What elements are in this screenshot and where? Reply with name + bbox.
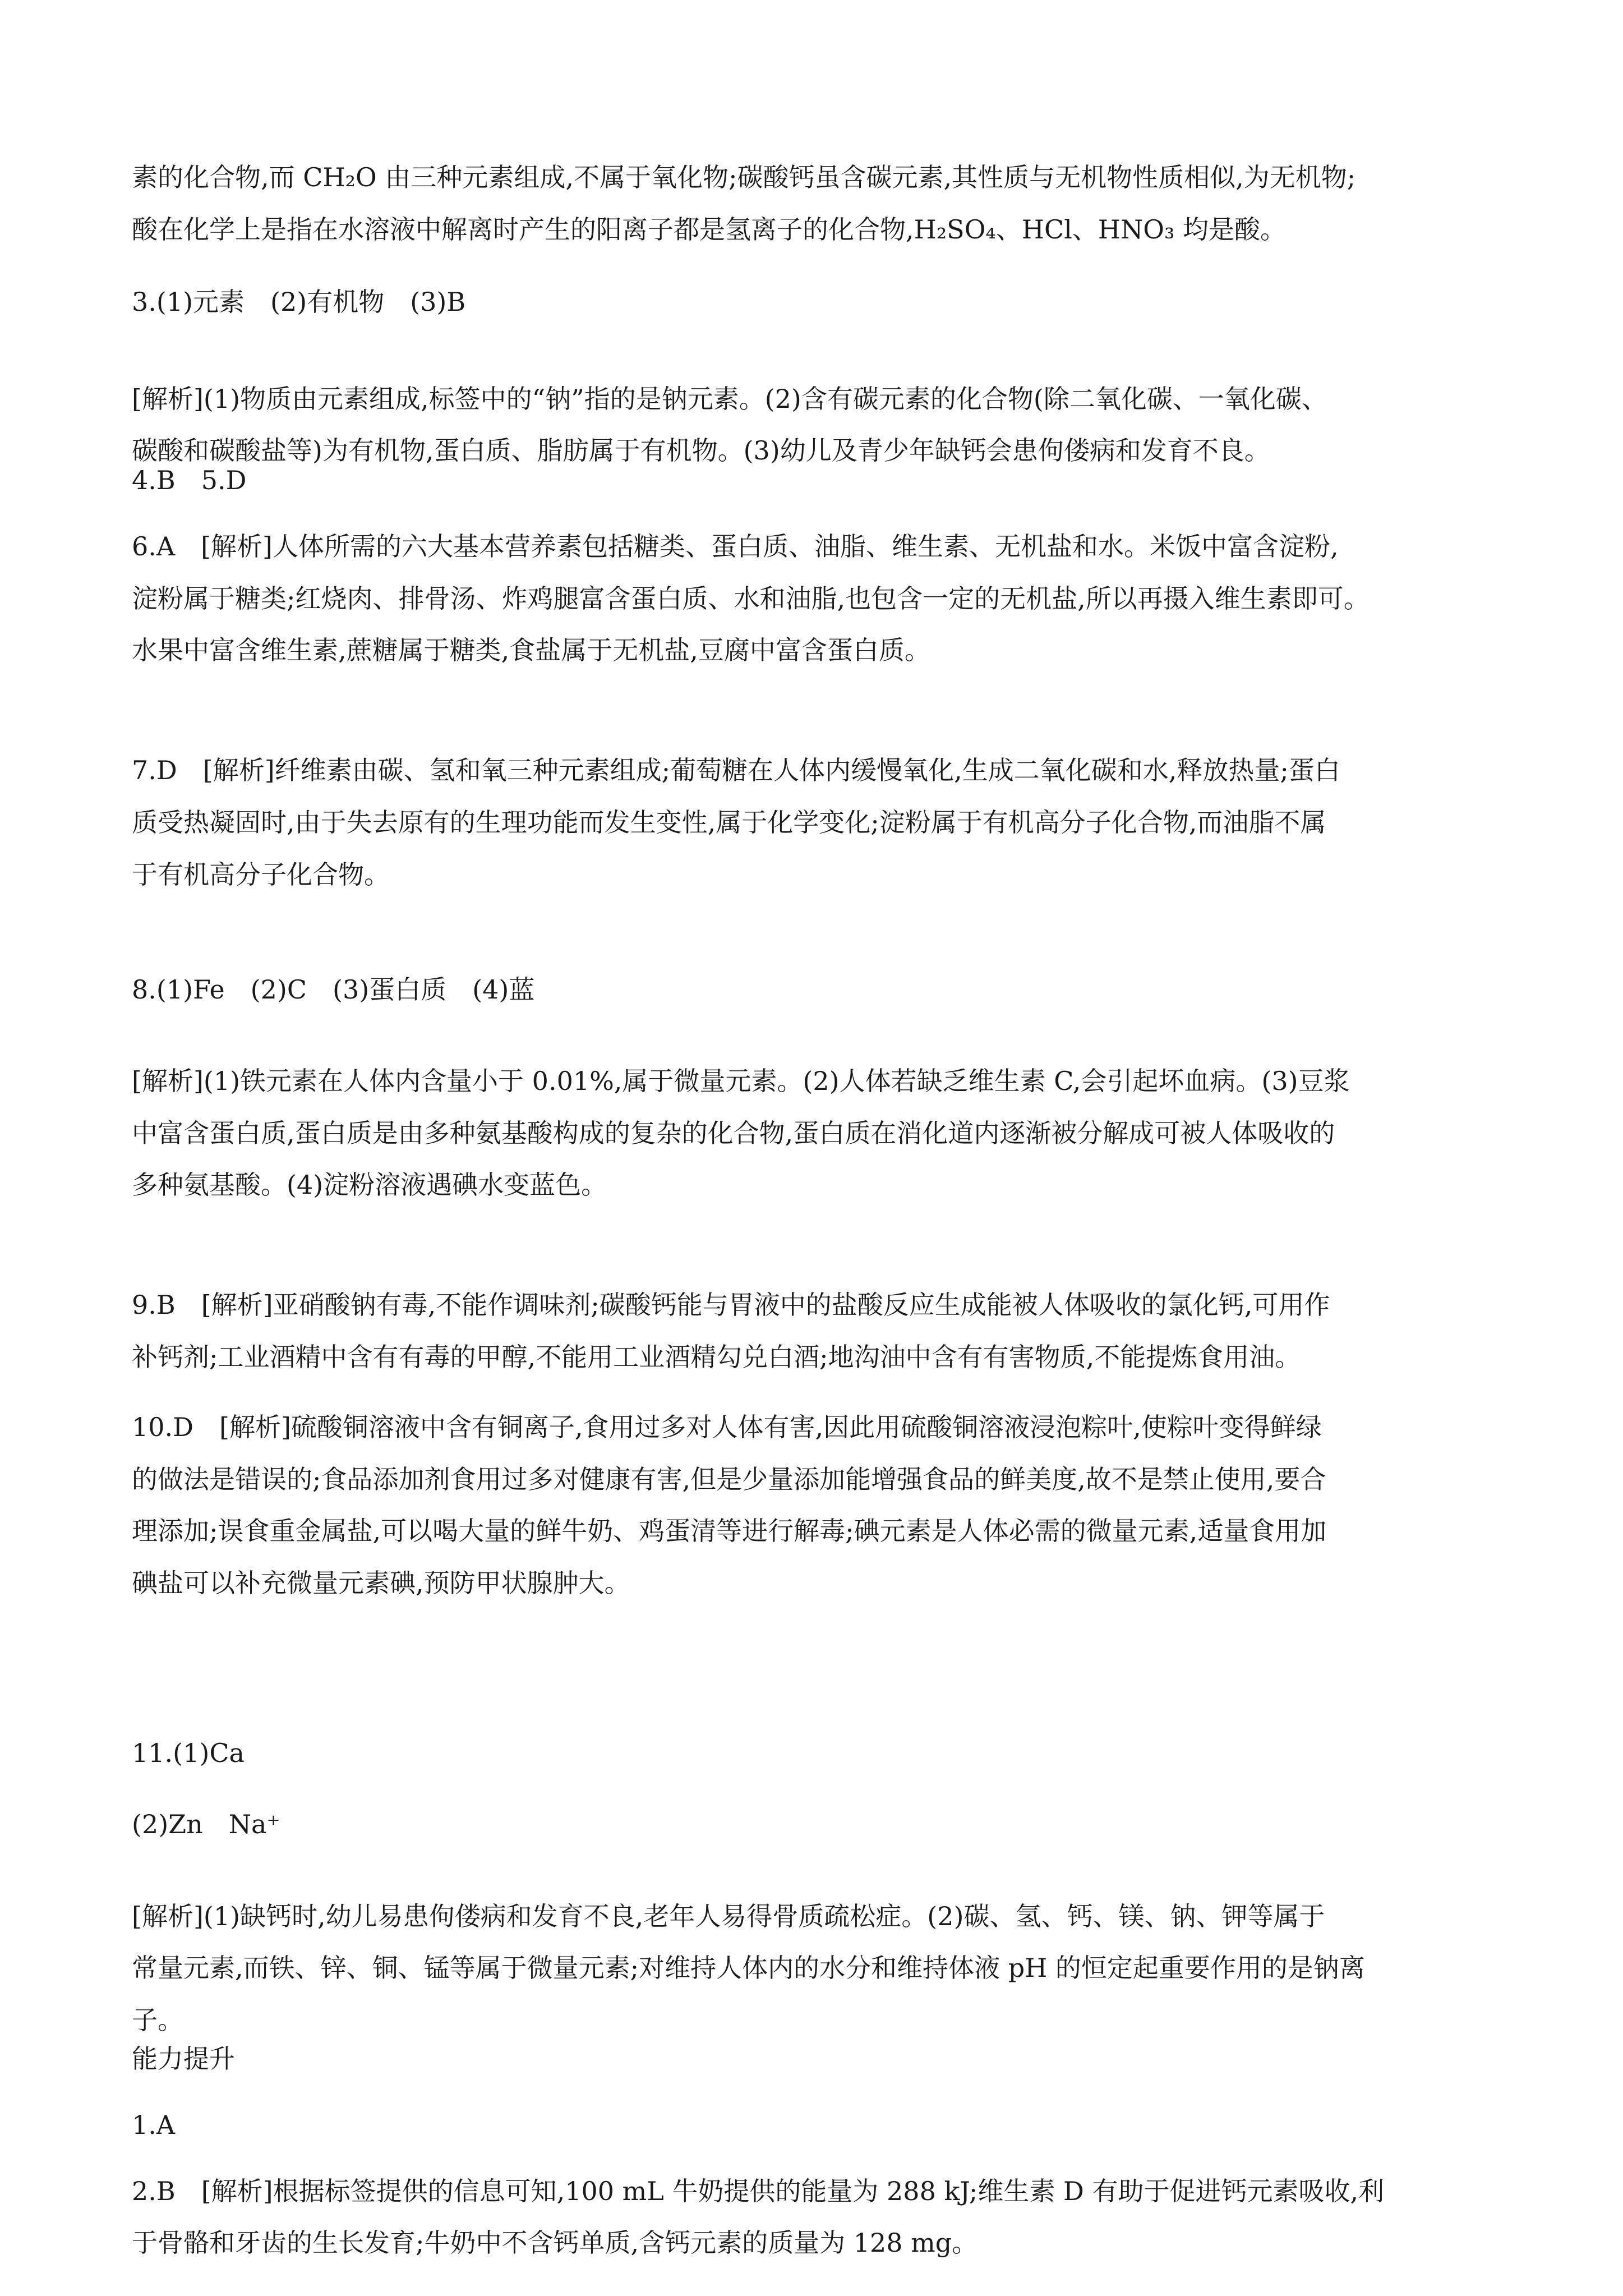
text-line: 补钙剂;工业酒精中含有有毒的甲醇,不能用工业酒精勾兑白酒;地沟油中含有有害物质,不能提炼食用油。 [132,1342,1301,1373]
text-line: 3.(1)元素 (2)有机物 (3)B [132,287,466,318]
paragraph-q11-answer-2 [132,1807,1500,1859]
text-line: 子。 [132,2004,183,2035]
text-line: 4.B 5.D [132,465,247,496]
paragraph-q8-analysis [132,1064,1500,1220]
paragraph-q8-answer [132,972,1500,1024]
text-line: (2)Zn Na⁺ [132,1809,280,1840]
paragraph-section-heading [132,2041,1500,2093]
text-line: 的做法是错误的;食品添加剂食用过多对健康有害,但是少量添加能增强食品的鲜美度,故不是禁止使用,要合 [132,1464,1326,1494]
text-line: 中富含蛋白质,蛋白质是由多种氨基酸构成的复杂的化合物,蛋白质在消化道内逐渐被分解成可被人体吸收的 [132,1117,1335,1148]
text-line: [解析](1)铁元素在人体内含量小于 0.01%,属于微量元素。(2)人体若缺乏维生素 C,会引起坏血病。(3)豆浆 [132,1066,1350,1097]
text-line: 8.(1)Fe (2)C (3)蛋白质 (4)蓝 [132,974,535,1005]
paragraph-q7 [132,753,1500,909]
paragraph-q3-answer [132,284,1500,337]
paragraph-q10 [132,1410,1500,1617]
text-line: 碘盐可以补充微量元素碘,预防甲状腺肿大。 [132,1568,630,1599]
text-line: 多种氨基酸。(4)淀粉溶液遇碘水变蓝色。 [132,1170,607,1200]
text-line: 6.A [解析]人体所需的六大基本营养素包括糖类、蛋白质、油脂、维生素、无机盐和水。米饭中富含淀粉, [132,531,1339,562]
paragraph-q11-analysis [132,1899,1500,2055]
paragraph-q11-answer-1 [132,1736,1500,1788]
text-line: 于骨骼和牙齿的生长发育;牛奶中不含钙单质,含钙元素的质量为 128 mg。 [132,2228,978,2258]
text-line: 能力提升 [132,2043,235,2074]
text-line: 水果中富含维生素,蔗糖属于糖类,食盐属于无机盐,豆腐中富含蛋白质。 [132,635,930,666]
text-line: 于有机高分子化合物。 [132,859,390,890]
text-line: 2.B [解析]根据标签提供的信息可知,100 mL 牛奶提供的能量为 288 kJ;维生素 D 有助于促进钙元素吸收,利 [132,2175,1385,2206]
text-line: 碳酸和碳酸盐等)为有机物,蛋白质、脂肪属于有机物。(3)幼儿及青少年缺钙会患佝偻病和发育不良。 [132,435,1270,466]
text-line: 酸在化学上是指在水溶液中解离时产生的阳离子都是氢离子的化合物,H₂SO₄、HCl、HNO₃ 均是酸。 [132,214,1287,245]
text-line: [解析](1)物质由元素组成,标签中的“钠”指的是钠元素。(2)含有碳元素的化合物(除二氧化碳、一氧化碳、 [132,383,1327,414]
text-line: 常量元素,而铁、锌、铜、锰等属于微量元素;对维持人体内的水分和维持体液 pH 的恒定起重要作用的是钠离 [132,1953,1365,1984]
paragraph-intro-cont [132,160,1500,264]
text-line: 7.D [解析]纤维素由碳、氢和氧三种元素组成;葡萄糖在人体内缓慢氧化,生成二氧化碳和水,释放热量;蛋白 [132,755,1340,786]
text-line: 素的化合物,而 CH₂O 由三种元素组成,不属于氧化物;碳酸钙虽含碳元素,其性质与无机物性质相似,为无机物; [132,162,1356,192]
text-line: 质受热凝固时,由于失去原有的生理功能而发生变性,属于化学变化;淀粉属于有机高分子化合物,而油脂不属 [132,807,1326,838]
paragraph-adv-q2 [132,2174,1500,2277]
paragraph-adv-q1 [132,2108,1500,2160]
text-line: 理添加;误食重金属盐,可以喝大量的鲜牛奶、鸡蛋清等进行解毒;碘元素是人体必需的微量元素,适量食用加 [132,1516,1327,1547]
paragraph-q9 [132,1287,1500,1391]
text-line: 淀粉属于糖类;红烧肉、排骨汤、炸鸡腿富含蛋白质、水和油脂,也包含一定的无机盐,所以再摄入维生素即可。 [132,583,1370,614]
text-line: 1.A [132,2109,176,2140]
text-line: 11.(1)Ca [132,1738,245,1769]
paragraph-q6 [132,529,1500,685]
text-line: [解析](1)缺钙时,幼儿易患佝偻病和发育不良,老年人易得骨质疏松症。(2)碳、氢、钙、镁、钠、钾等属于 [132,1901,1325,1931]
text-line: 10.D [解析]硫酸铜溶液中含有铜离子,食用过多对人体有害,因此用硫酸铜溶液浸泡粽叶,使粽叶变得鲜绿 [132,1412,1322,1443]
text-line: 9.B [解析]亚硝酸钠有毒,不能作调味剂;碳酸钙能与胃液中的盐酸反应生成能被人体吸收的氯化钙,可用作 [132,1290,1330,1320]
paragraph-q4-5-answer [132,463,1500,515]
